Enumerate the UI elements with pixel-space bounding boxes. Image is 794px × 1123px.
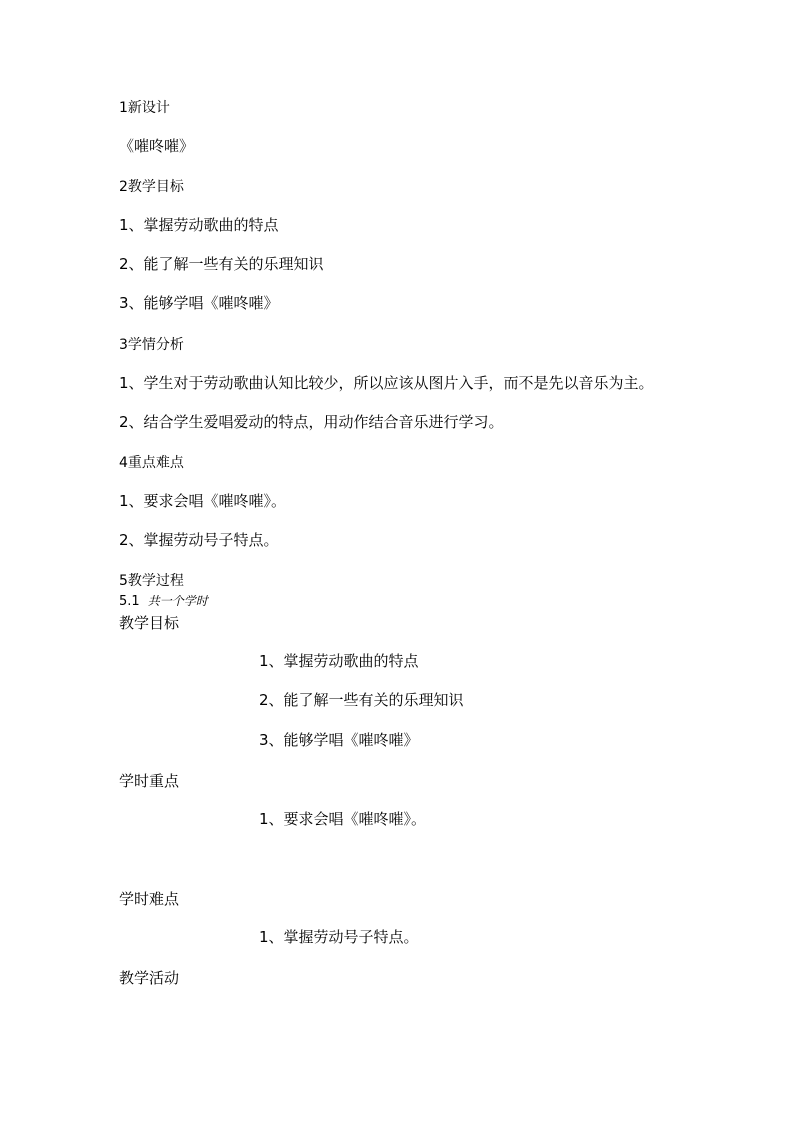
teaching-goal-item: 3、能够学唱《嗺咚嗺》 <box>119 294 279 312</box>
teaching-goal-item: 1、掌握劳动歌曲的特点 <box>119 216 279 234</box>
subsection-number: 5.1 <box>119 594 140 609</box>
subsection-label: 共一个学时 <box>147 594 208 608</box>
process-goal-item: 3、能够学唱《嗺咚嗺》 <box>259 731 419 749</box>
process-focus-item: 1、要求会唱《嗺咚嗺》。 <box>259 810 427 828</box>
process-goal-label: 教学目标 <box>119 614 180 632</box>
lesson-title: 《嗺咚嗺》 <box>119 137 195 155</box>
process-goal-item: 1、掌握劳动歌曲的特点 <box>259 652 419 670</box>
learner-analysis-item: 1、学生对于劳动歌曲认知比较少，所以应该从图片入手，而不是先以音乐为主。 <box>119 374 654 392</box>
section-heading-teaching-process: 5教学过程 <box>119 573 184 589</box>
section-heading-learner-analysis: 3学情分析 <box>119 337 184 353</box>
process-goal-item: 2、能了解一些有关的乐理知识 <box>259 691 464 709</box>
section-heading-teaching-goals: 2教学目标 <box>119 179 184 195</box>
process-difficulty-label: 学时难点 <box>119 890 180 908</box>
section-heading-new-design: 1新设计 <box>119 100 170 116</box>
process-focus-label: 学时重点 <box>119 772 180 790</box>
section-heading-key-difficulties: 4重点难点 <box>119 455 184 471</box>
teaching-goal-item: 2、能了解一些有关的乐理知识 <box>119 255 324 273</box>
subsection-heading <box>119 595 208 608</box>
learner-analysis-item: 2、结合学生爱唱爱动的特点，用动作结合音乐进行学习。 <box>119 413 504 431</box>
process-difficulty-item: 1、掌握劳动号子特点。 <box>259 928 419 946</box>
key-difficulty-item: 1、要求会唱《嗺咚嗺》。 <box>119 492 287 510</box>
process-activity-label: 教学活动 <box>119 969 180 987</box>
key-difficulty-item: 2、掌握劳动号子特点。 <box>119 531 279 549</box>
